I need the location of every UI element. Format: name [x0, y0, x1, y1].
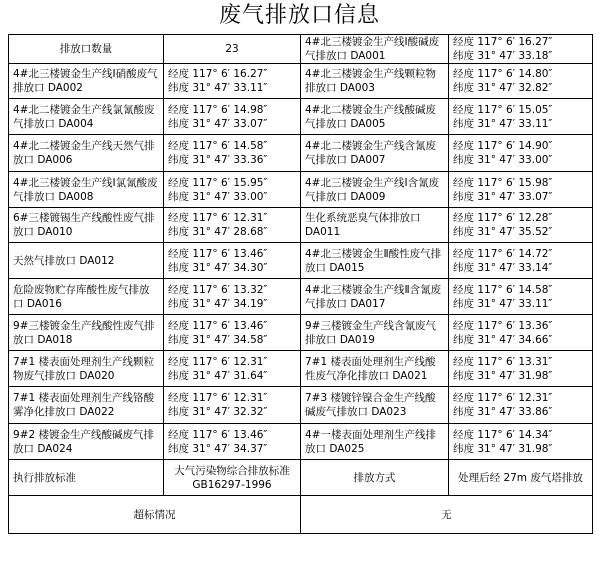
outlet-name: 4#北三楼镀金生Ⅱ酸性废气排放口 DA015 [301, 243, 449, 279]
longitude: 经度 117° 6′ 12.31″ [168, 355, 268, 368]
outlet-coordinates [449, 424, 593, 460]
longitude: 经度 117° 6′ 16.27″ [453, 36, 553, 48]
longitude: 经度 117° 6′ 12.31″ [168, 212, 268, 224]
longitude: 经度 117° 6′ 15.98″ [453, 176, 553, 189]
latitude: 纬度 31° 47′ 35.52″ [453, 226, 553, 238]
table-row [9, 208, 593, 243]
table-row [9, 460, 593, 496]
latitude: 纬度 31° 47′ 32.82″ [453, 82, 553, 94]
standard-value: 大气污染物综合排放标准 GB16297-1996 [164, 460, 301, 496]
outlet-name: 生化系统恶臭气体排放口 DA011 [301, 208, 449, 243]
method-label: 排放方式 [301, 460, 449, 496]
latitude: 纬度 31° 47′ 33.07″ [168, 117, 268, 130]
table-row [9, 35, 593, 64]
longitude: 经度 117° 6′ 14.80″ [453, 68, 553, 80]
outlet-count-label: 排放口数量 [9, 35, 164, 64]
table-row [9, 279, 593, 315]
outlet-coordinates [164, 99, 301, 135]
outlet-name: 4#北三楼镀金生产线Ⅰ酸碱废气排放口 DA001 [301, 35, 449, 64]
outlet-name: 9#2 楼镀金生产线酸碱废气排放口 DA024 [9, 424, 164, 460]
longitude: 经度 117° 6′ 14.90″ [453, 140, 553, 152]
outlet-coordinates [164, 279, 301, 315]
latitude: 纬度 31° 47′ 34.19″ [168, 297, 268, 310]
outlet-coordinates [449, 243, 593, 279]
outlet-coordinates [449, 208, 593, 243]
outlet-name: 4#北三楼镀金生产线Ⅱ含氰废气排放口 DA017 [301, 279, 449, 315]
table-row [9, 315, 593, 351]
table-row [9, 172, 593, 208]
outlet-count-value: 23 [164, 35, 301, 64]
outlet-coordinates [164, 424, 301, 460]
latitude: 纬度 31° 47′ 33.07″ [453, 190, 553, 203]
outlet-coordinates [164, 315, 301, 351]
outlet-coordinates [164, 135, 301, 172]
outlet-name: 9#三楼镀金生产线酸性废气排放口 DA018 [9, 315, 164, 351]
longitude: 经度 117° 6′ 14.58″ [453, 283, 553, 296]
longitude: 经度 117° 6′ 13.36″ [453, 319, 553, 332]
outlet-coordinates [449, 99, 593, 135]
longitude: 经度 117° 6′ 13.32″ [168, 283, 268, 296]
latitude: 纬度 31° 47′ 28.68″ [168, 226, 268, 238]
outlet-name: 4#北三楼镀金生产线颗粒物排放口 DA003 [301, 64, 449, 99]
longitude: 经度 117° 6′ 15.05″ [453, 103, 553, 116]
longitude: 经度 117° 6′ 14.98″ [168, 103, 268, 116]
longitude: 经度 117° 6′ 15.95″ [168, 176, 268, 189]
latitude: 纬度 31° 47′ 33.00″ [168, 190, 268, 203]
outlet-name: 4#北二楼镀金生产线天然气排放口 DA006 [9, 135, 164, 172]
latitude: 纬度 31° 47′ 34.66″ [453, 333, 553, 346]
outlet-coordinates [449, 64, 593, 99]
latitude: 纬度 31° 47′ 33.18″ [453, 50, 553, 62]
latitude: 纬度 31° 47′ 33.36″ [168, 154, 268, 166]
outlet-name: 4#北二楼镀金生产线含氰废气排放口 DA007 [301, 135, 449, 172]
outlet-name: 4#北二楼镀金生产线氯氰酸废气排放口 DA004 [9, 99, 164, 135]
outlet-coordinates [449, 315, 593, 351]
longitude: 经度 117° 6′ 14.58″ [168, 140, 268, 152]
table-row [9, 135, 593, 172]
latitude: 纬度 31° 47′ 32.32″ [168, 406, 268, 418]
outlet-name: 4#北三楼镀金生产线Ⅰ氯氰酸废气排放口 DA008 [9, 172, 164, 208]
outlet-coordinates [449, 135, 593, 172]
outlet-name: 7#3 楼镀锌镍合金生产线酸碱废气排放口 DA023 [301, 387, 449, 424]
page-title: 废气排放口信息 [218, 3, 380, 28]
latitude: 纬度 31° 47′ 31.64″ [168, 369, 268, 382]
longitude: 经度 117° 6′ 12.31″ [168, 392, 268, 404]
latitude: 纬度 31° 47′ 34.37″ [168, 442, 268, 455]
method-value: 处理后经 27m 废气塔排放 [449, 460, 593, 496]
table-row [9, 424, 593, 460]
standard-label: 执行排放标准 [9, 460, 164, 496]
outlet-name: 天然气排放口 DA012 [9, 243, 164, 279]
latitude: 纬度 31° 47′ 33.14″ [453, 261, 553, 274]
longitude: 经度 117° 6′ 13.46″ [168, 319, 268, 332]
latitude: 纬度 31° 47′ 33.11″ [453, 117, 553, 130]
outlet-name: 4#一楼表面处理剂生产线排放口 DA025 [301, 424, 449, 460]
outlet-name: 4#北三楼镀金生产线Ⅰ硝酸废气排放口 DA002 [9, 64, 164, 99]
longitude: 经度 117° 6′ 16.27″ [168, 68, 268, 80]
latitude: 纬度 31° 47′ 31.98″ [453, 369, 553, 382]
longitude: 经度 117° 6′ 13.31″ [453, 355, 553, 368]
outlet-name: 危险废物贮存库酸性废气排放口 DA016 [9, 279, 164, 315]
outlet-name: 4#北二楼镀金生产线酸碱废气排放口 DA005 [301, 99, 449, 135]
outlet-coordinates [164, 351, 301, 387]
latitude: 纬度 31° 47′ 33.11″ [168, 82, 268, 94]
table-row [9, 99, 593, 135]
latitude: 纬度 31° 47′ 33.11″ [453, 297, 553, 310]
longitude: 经度 117° 6′ 14.72″ [453, 247, 553, 260]
latitude: 纬度 31° 47′ 34.58″ [168, 333, 268, 346]
latitude: 纬度 31° 47′ 34.30″ [168, 261, 268, 274]
outlet-name: 7#1 楼表面处理剂生产线铬酸雾净化排放口 DA022 [9, 387, 164, 424]
table-row [9, 387, 593, 424]
longitude: 经度 117° 6′ 12.31″ [453, 392, 553, 404]
outlet-coordinates [449, 351, 593, 387]
emission-outlet-table [8, 34, 593, 534]
table-row [9, 243, 593, 279]
longitude: 经度 117° 6′ 13.46″ [168, 247, 268, 260]
outlet-name: 7#1 楼表面处理剂生产线颗粒物废气排放口 DA020 [9, 351, 164, 387]
outlet-name: 9#三楼镀金生产线含氰废气排放口 DA019 [301, 315, 449, 351]
outlet-name: 6#三楼镀锡生产线酸性废气排放口 DA010 [9, 208, 164, 243]
latitude: 纬度 31° 47′ 33.00″ [453, 154, 553, 166]
outlet-coordinates [164, 208, 301, 243]
longitude: 经度 117° 6′ 14.34″ [453, 428, 553, 441]
outlet-coordinates [164, 243, 301, 279]
outlet-name: 4#北三楼镀金生产线Ⅰ含氰废气排放口 DA009 [301, 172, 449, 208]
latitude: 纬度 31° 47′ 33.86″ [453, 406, 553, 418]
outlet-coordinates [449, 172, 593, 208]
outlet-coordinates [164, 172, 301, 208]
outlet-coordinates [164, 387, 301, 424]
outlet-coordinates [449, 279, 593, 315]
latitude: 纬度 31° 47′ 31.98″ [453, 442, 553, 455]
table-row [9, 496, 593, 534]
table-row [9, 351, 593, 387]
outlet-coordinates [449, 35, 593, 64]
exceed-label: 超标情况 [9, 496, 301, 534]
outlet-coordinates [164, 64, 301, 99]
table-row [9, 64, 593, 99]
exceed-value: 无 [301, 496, 593, 534]
longitude: 经度 117° 6′ 12.28″ [453, 212, 553, 224]
outlet-coordinates [449, 387, 593, 424]
outlet-name: 7#1 楼表面处理剂生产线酸性废气净化排放口 DA021 [301, 351, 449, 387]
longitude: 经度 117° 6′ 13.46″ [168, 428, 268, 441]
